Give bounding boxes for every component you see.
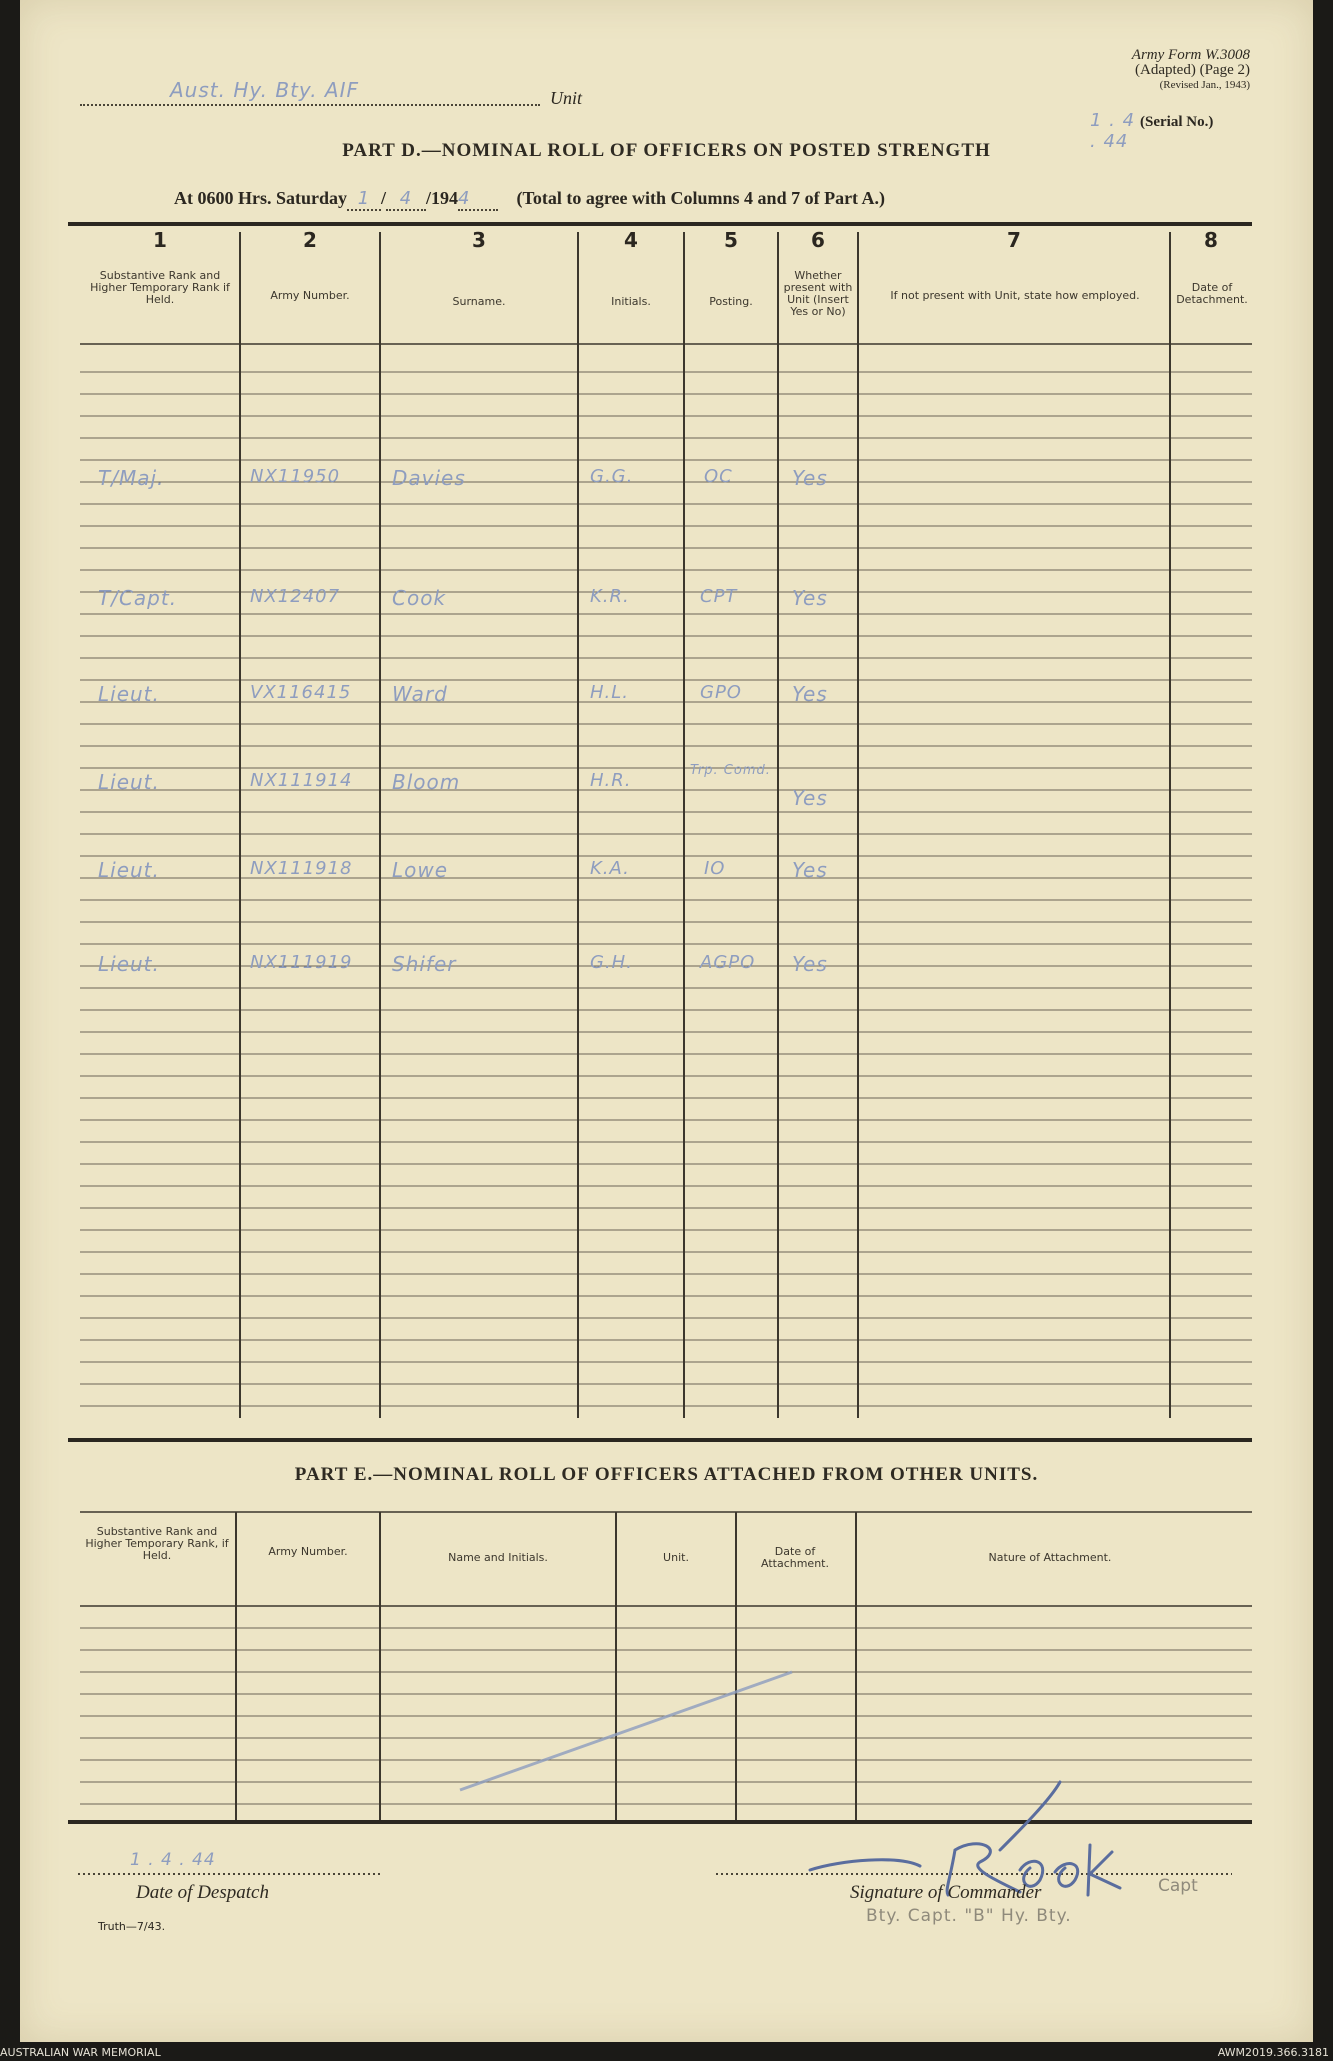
entry-row [20,682,1313,712]
unit-value: Aust. Hy. Bty. AIF [170,78,360,102]
entry-posting: CPT [700,586,738,607]
entry-posting: GPO [700,682,742,703]
entry-surname: Bloom [392,770,461,794]
col-header-initials: Initials. [611,295,651,308]
entry-posting: OC [704,466,733,487]
e-header-rank: Substantive Rank and Higher Temporary Rank, if Held. [85,1525,229,1562]
col-num-2: 2 [303,228,317,252]
col-header-surname: Surname. [452,295,506,308]
entry-surname: Lowe [392,858,449,882]
archive-caption-left: AUSTRALIAN WAR MEMORIAL [0,2046,161,2059]
entry-initials: H.R. [590,770,632,791]
col-num-3: 3 [472,228,486,252]
col-header-not-present: If not present with Unit, state how employed. [890,289,1140,302]
entry-army-number: NX111919 [250,952,353,973]
entry-surname: Davies [392,466,466,490]
entry-surname: Ward [392,682,448,706]
despatch-date-label: Date of Despatch [136,1882,269,1903]
entry-present: Yes [792,586,828,610]
col-header-present: Whether present with Unit (Insert Yes or No) [783,269,853,318]
col-header-detachment: Date of Detachment. [1176,281,1248,306]
entry-army-number: NX111914 [250,770,353,791]
entry-rank: Lieut. [98,858,160,882]
col-num-8: 8 [1204,228,1218,252]
col-num-1: 1 [153,228,167,252]
entry-present: Yes [792,682,828,706]
form-revised: (Revised Jan., 1943) [1159,79,1250,91]
entry-army-number: NX111918 [250,858,353,879]
army-form-number: Army Form W.3008 [1131,47,1250,63]
entry-row [20,952,1313,982]
despatch-date-value: 1 . 4 . 44 [130,1850,216,1870]
entry-rank: Lieut. [98,682,160,706]
e-header-unit: Unit. [663,1551,689,1564]
entry-row [20,763,1313,810]
col-num-6: 6 [811,228,825,252]
entry-rank: T/Capt. [98,586,178,610]
col-header-rank: Substantive Rank and Higher Temporary Rank if Held. [90,269,230,306]
entry-present: Yes [792,786,828,810]
at-line-month: 4 [399,188,413,209]
signature-unit-stamp: Bty. Capt. "B" Hy. Bty. [866,1906,1072,1926]
unit-label: Unit [550,88,583,108]
col-num-7: 7 [1007,228,1021,252]
e-header-name: Name and Initials. [448,1551,548,1564]
part-e-title: PART E.—NOMINAL ROLL OF OFFICERS ATTACHED FROM OTHER UNITS. [294,1464,1039,1485]
entry-army-number: VX116415 [250,682,352,703]
at-line-year-digit: 4 [458,188,471,209]
entry-initials: K.A. [590,858,630,879]
signature-label: Signature of Commander [850,1882,1042,1903]
entry-row [20,858,1313,888]
form-adapted: (Adapted) (Page 2) [1135,62,1250,78]
col-header-posting: Posting. [709,295,753,308]
at-line-sep1: / [381,188,387,208]
entry-posting: IO [704,858,726,879]
entry-surname: Shifer [392,952,457,976]
col-header-army-number: Army Number. [270,289,350,302]
at-line-day: 1 [357,188,371,209]
entry-initials: G.H. [590,952,633,973]
entry-rank: Lieut. [98,952,160,976]
e-header-nature: Nature of Attachment. [988,1551,1112,1564]
e-header-army-number: Army Number. [268,1545,348,1558]
part-d-title: PART D.—NOMINAL ROLL OF OFFICERS ON POSTED STRENGTH [342,140,991,161]
entry-present: Yes [792,952,828,976]
serial-value: 1 . 4 . 44 [1090,110,1136,152]
entry-posting: Trp. Comd. [690,763,771,778]
cancel-stroke [460,1672,792,1790]
col-num-4: 4 [624,228,638,252]
part-d-ruled-lines [80,372,1252,1406]
archive-caption-right: AWM2019.366.3181 [1217,2046,1329,2059]
entry-initials: H.L. [590,682,630,703]
entry-rank: T/Maj. [98,466,165,490]
form-paper [20,0,1313,2042]
e-header-date-attachment: Date of Attachment. [761,1545,829,1570]
col-num-5: 5 [724,228,738,252]
entry-rank: Lieut. [98,770,160,794]
serial-label: (Serial No.) [1140,114,1214,130]
entry-initials: G.G. [590,466,634,487]
at-line-prefix: At 0600 Hrs. Saturday [174,188,348,208]
signature-rank-stamp: Capt [1158,1876,1198,1896]
entry-surname: Cook [392,586,447,610]
entry-row [20,586,1313,616]
entry-initials: K.R. [590,586,630,607]
entry-row [20,466,1313,496]
entry-posting: AGPO [700,952,756,973]
entry-army-number: NX12407 [250,586,341,607]
at-line-sep2: /194 [426,188,459,208]
at-line-suffix: (Total to agree with Columns 4 and 7 of Part A.) [516,188,886,208]
entry-present: Yes [792,858,828,882]
entry-present: Yes [792,466,828,490]
part-d-column-lines [240,232,1170,1418]
printer-mark: Truth—7/43. [98,1920,166,1933]
entry-army-number: NX11950 [250,466,341,487]
